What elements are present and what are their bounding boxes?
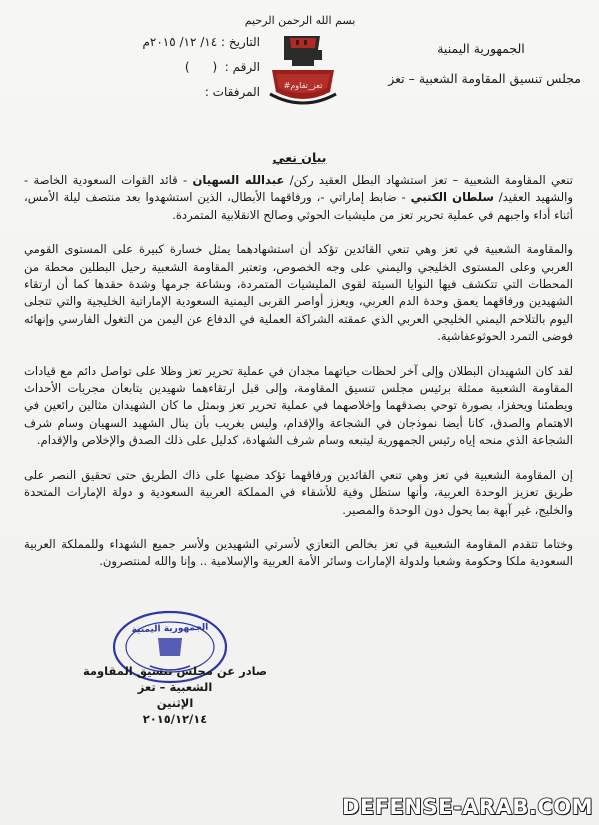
resistance-logo [262,30,344,116]
stamp-text: الجمهورية اليمنية [131,622,209,636]
attachments-field: المرفقات : [204,85,260,99]
name-highlight: عبدالله السهيان [192,173,285,187]
name-highlight: سلطان الكتبي [410,190,494,205]
body-paragraph: والمقاومة الشعبية في تعز وهي تنعي القائدين تؤكد أن استشهادهما يمثل خسارة كبيرة على المستوى القومي العربي وعلى المستوى الخليجي واليمني على وجه الخصوص، وتعتبر المقاومة الشعبية رحيل البطلين محطة من المحطات التي تتكشف فيها النوايا السيئة لقوى المليشيات المتمردة، وبشاعة جرمها وشدة حقدها كما أن ارتقاء الشهيدين ورفاقهما يعمق وحدة الدم العربي، ويعزز أواصر القربى اليمنية السعودية الإماراتية الخليجية والتي تتجلى اليوم بالتلاحم اليمني الخليجي العربي الذي عمقته الشراكة العملية في الدفاع عن اليمن من التغول الفارسي وإنهائه فوضى التمرد الحوثوعفاشية. [24,242,573,344]
body-paragraph: تنعي المقاومة الشعبية – تعز استشهاد البطل العقيد ركن/ عبدالله السهيان - قائد القوات السعودية الخاصة - والشهيد العقيد/ سلطان الكتبي - ضابط إماراتي -، ورفاقهما الأبطال، الذين استشهدوا بعد منتصف ليلة الأمس، أثناء أداء واجبهم في عملية تحرير تعز من مليشيات الحوثي وصالح الانقلابية المتمردة. [24,173,573,222]
logo-caption: #تعز_تقاوم [283,81,323,90]
body-paragraph: إن المقاومة الشعبية في تعز وهي تنعي القائدين ورفاقهما تؤكد مضيها على ذاك الطريق حتى تحقيق النصر على طريق تعزيز الوحدة العربية، وأنها ستظل وفية للأشقاء في المملكة العربية السعودية و دولة الإمارات المتحدة والخليج، غير آبهة بما يحول دون الوحدة والمصير. [24,467,573,517]
body-paragraph: لقد كان الشهيدان البطلان وإلى آخر لحظات حياتهما مجدان في عملية تحرير تعز وظلا على تواصل دائم مع قيادات المقاومة الشعبية ممثلة برئيس مجلس تنسيق المقاومة، وإلى قبل ارتقاءهما شهيدين يتابعان مجريات الأحداث ويطمئنا ويحفزا، بصورة توحي بصدقهما وإخلاصهما في عملية تحرير تعز وبمثل ما كان الشهيدان مثالين رائعين في الاهتمام والصدق، كانا أيضا نموذجان في الشجاعة والإقدام، وليس بغريب بأن ينال الشهيد السهيان وسام شرف الشجاعة الذي منحه إياه رئيس الجمهورية ليتبعه وسام شرف الشهادة، كدليل على ذلك الصدق والإخلاص والإقدام. [24,363,573,448]
issue-date: ٢٠١٥/١٢/١٤ [142,712,208,726]
letterhead-right [381,34,581,94]
letterhead-left [85,30,260,105]
date-field: التاريخ : ١٤/ ١٢/ ٢٠١٥م [142,35,260,49]
issue-day: الإثنين [156,696,194,710]
basmala: بسم الله الرحمن الرحيم [244,14,356,27]
body-paragraph: وختاما تتقدم المقاومة الشعبية في تعز بخالص التعازي لأسرتي الشهيدين ولأسر جميع الشهداء وللمملكة العربية السعودية ملكا وحكومة وشعبا ولدولة الإمارات وسائر الأمة العربية والإسلامية .. وإنا والله لمنتصرون. [24,536,573,569]
reference-field: الرقم : ( ) [184,60,260,74]
document-title: بيان نعي [272,150,327,165]
council-name: مجلس تنسيق المقاومة الشعبية – تعز [388,71,581,86]
document-body [24,172,573,588]
site-watermark: DEFENSE-ARAB.COM [341,795,593,819]
signature-block [80,663,270,727]
issuer-line: صادر عن مجلس تنسيق المقاومة الشعبية – تعز [82,664,268,694]
country-name: الجمهورية اليمنية [437,41,525,56]
